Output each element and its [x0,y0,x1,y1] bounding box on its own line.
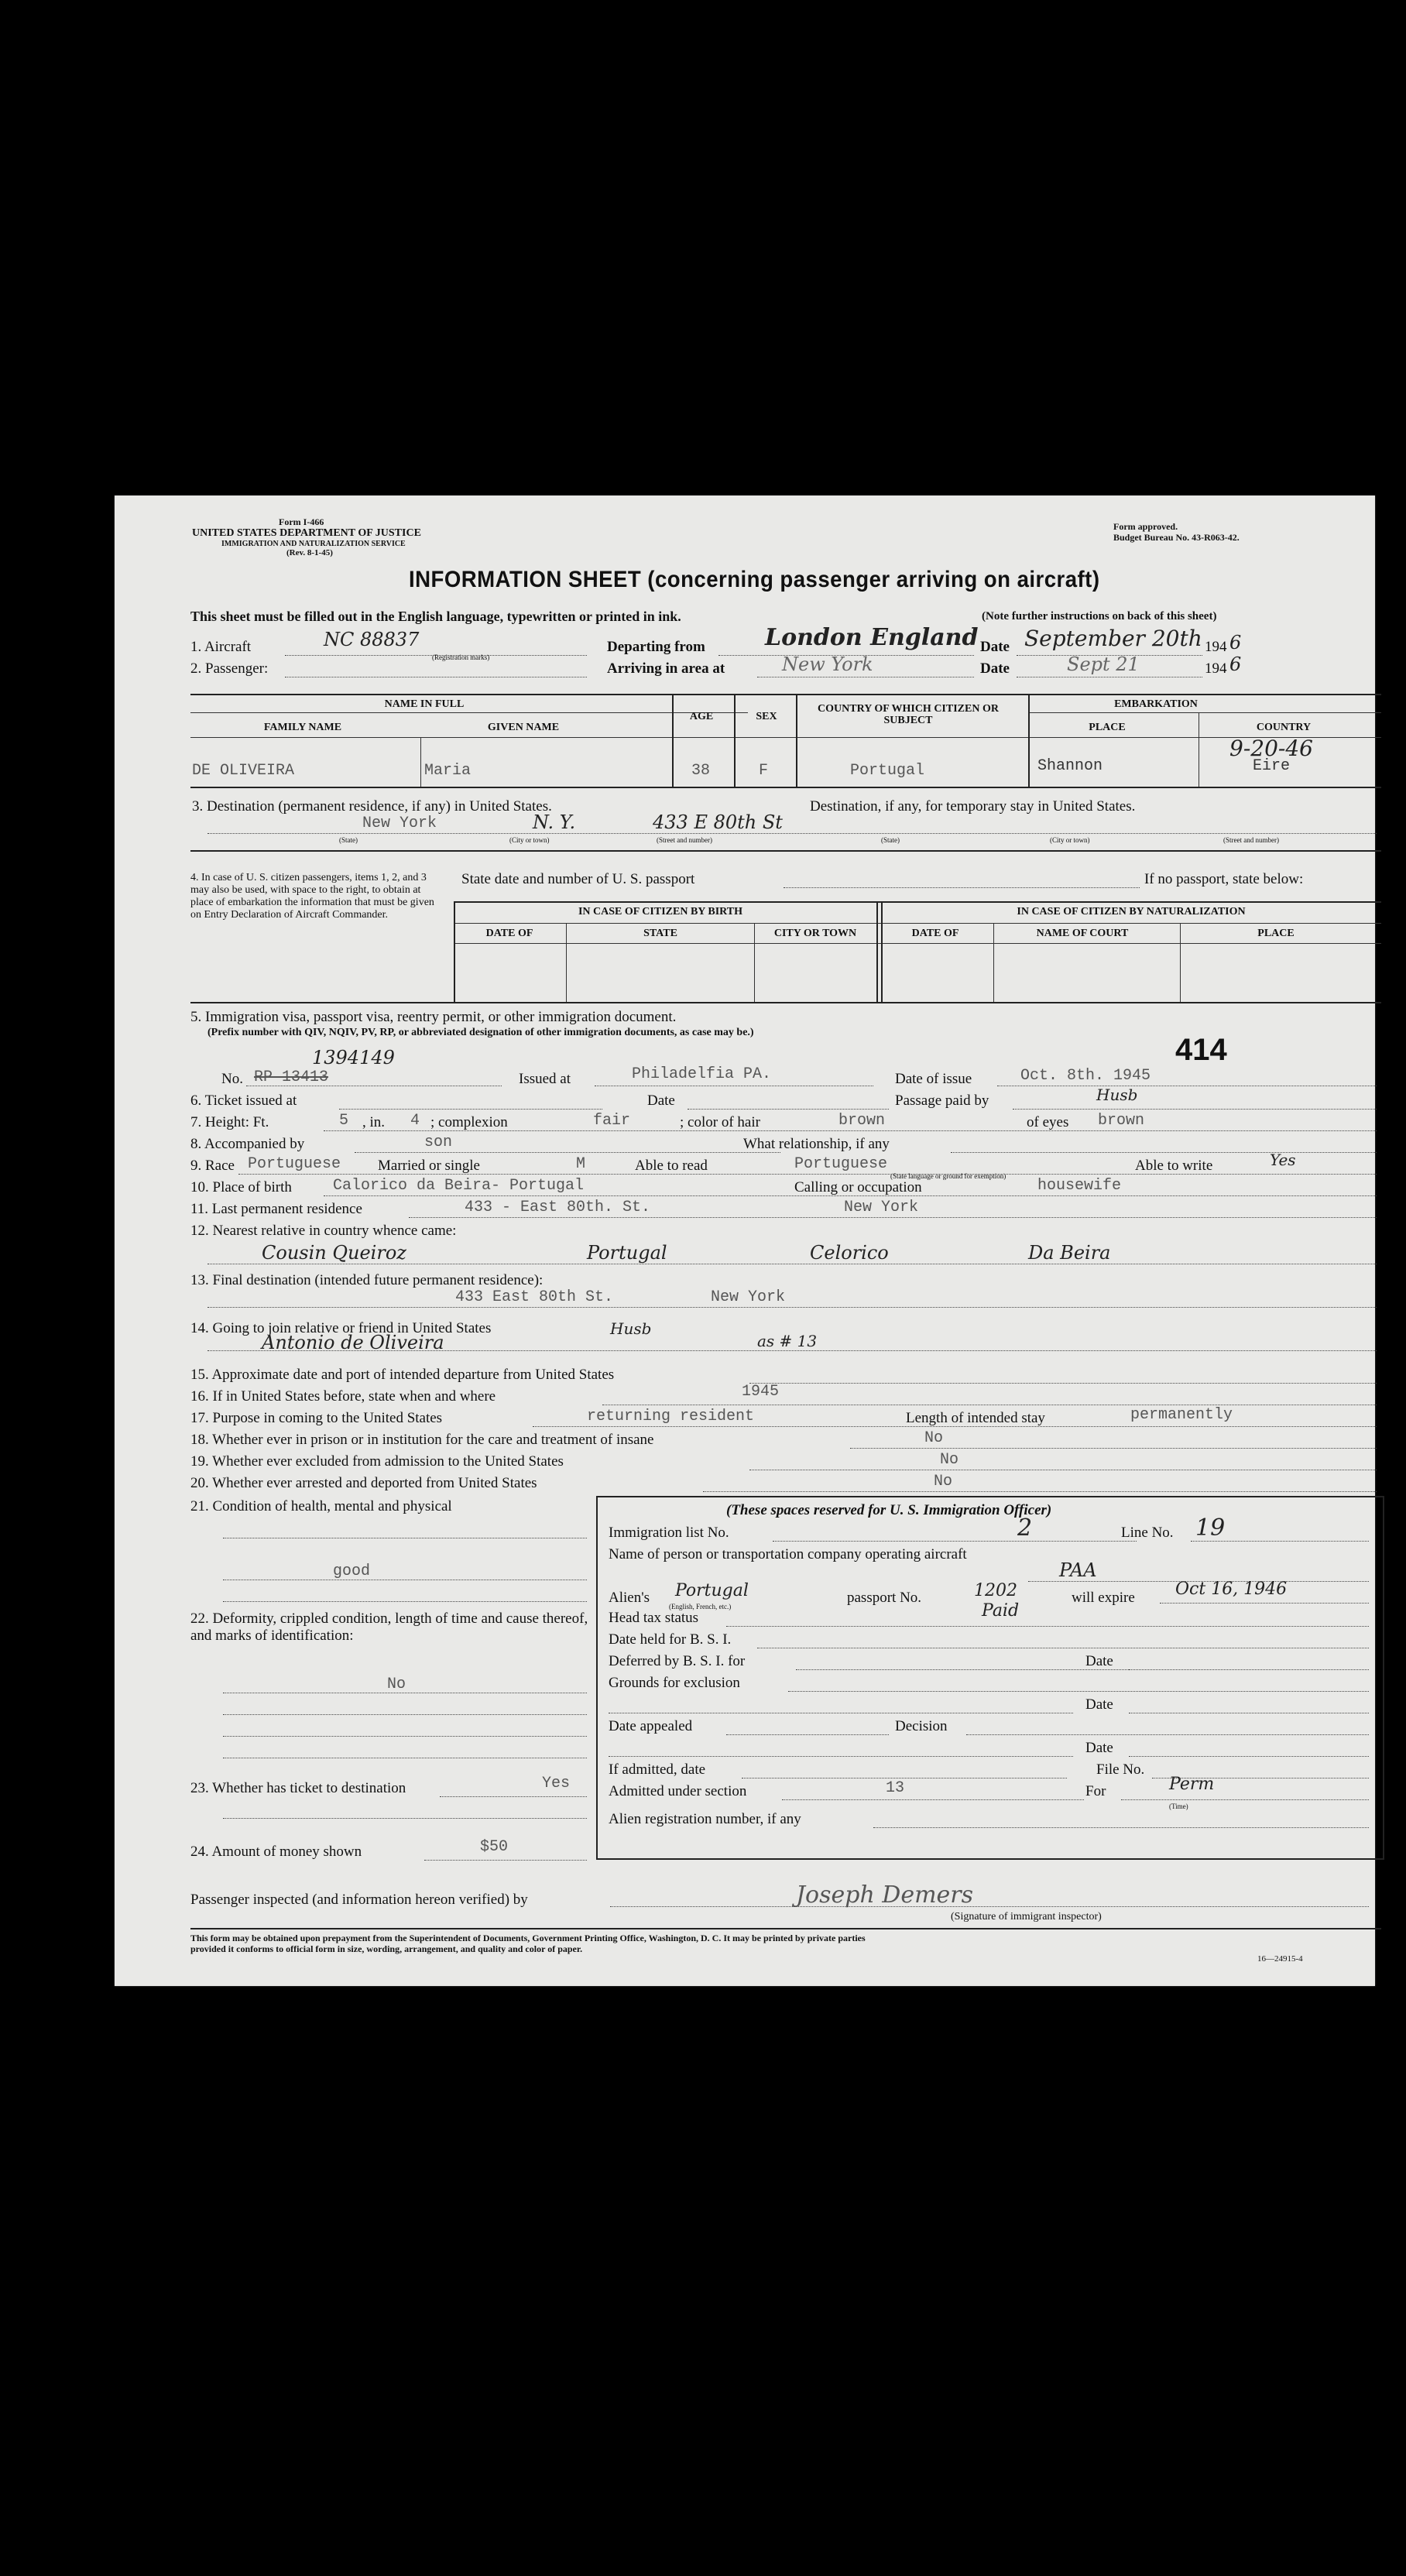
height-feet-value: 5 [339,1112,349,1130]
printing-note-line2: provided it conforms to official form in size, wording, arrangement, and quality and color of paper. [190,1943,583,1954]
able-to-write-value: Yes [1270,1151,1296,1169]
printing-note-line1: This form may be obtained upon prepayment from the Superintendent of Documents, Government Printing Office, Washington, D. C. It may be printed by private parties [190,1933,866,1943]
excluded-label: 19. Whether ever excluded from admission to the United States [190,1453,564,1470]
information-sheet-document [115,496,1375,1986]
decision-label: Decision [895,1718,948,1734]
service-name: IMMIGRATION AND NATURALIZATION SERVICE [221,540,406,548]
issued-at-label: Issued at [519,1071,571,1087]
going-to-join-address: as # 13 [757,1332,818,1350]
going-to-join-relationship: Husb [610,1319,652,1338]
immigration-list-label: Immigration list No. [609,1525,729,1541]
birth-date-header: DATE OF [485,928,533,939]
embarkation-place-value: Shannon [1037,757,1103,775]
alien-nationality-value: Portugal [675,1581,749,1600]
court-name-header: NAME OF COURT [1036,928,1129,939]
passport-number-label: passport No. [847,1590,922,1606]
length-of-stay-value: permanently [1130,1406,1233,1424]
caption-street-2: (Street and number) [1223,836,1279,844]
place-of-birth-label: 10. Place of birth [190,1179,292,1195]
embarkation-date-note: 9-20-46 [1229,736,1313,761]
relationship-label: What relationship, if any [743,1136,890,1152]
embarkation-header: EMBARKATION [1114,698,1198,710]
eye-color-label: of eyes [1027,1114,1069,1130]
sex-header: SEX [756,711,777,722]
departing-year-prefix: 194 [1205,639,1227,655]
length-of-stay-label: Length of intended stay [906,1410,1045,1426]
citizen-by-birth-header: IN CASE OF CITIZEN BY BIRTH [578,906,743,918]
deferred-bsi-label: Deferred by B. S. I. for [609,1653,746,1669]
page-title: INFORMATION SHEET (concerning passenger arriving on aircraft) [409,567,1100,592]
place-header: PLACE [1089,722,1126,733]
accompanied-value: son [424,1134,453,1151]
held-bsi-label: Date held for B. S. I. [609,1631,732,1648]
no-passport-label: If no passport, state below: [1144,871,1304,887]
admission-for-value: Perm [1169,1775,1215,1794]
previous-visit-label: 16. If in United States before, state when and where [190,1388,496,1405]
alien-nationality-caption: (English, French, etc.) [669,1603,732,1610]
occupation-value: housewife [1037,1177,1122,1195]
naturalization-place-header: PLACE [1257,928,1295,939]
arriving-date-value: Sept 21 [1067,653,1140,675]
departing-label: Departing from [607,639,705,655]
operator-value: PAA [1059,1559,1097,1581]
passage-paid-label: Passage paid by [895,1092,989,1109]
head-tax-label: Head tax status [609,1610,699,1626]
departing-date-value: September 20th [1024,626,1202,651]
admission-for-label: For [1085,1783,1106,1799]
alien-registration-label: Alien registration number, if any [609,1811,801,1827]
money-label: 24. Amount of money shown [190,1844,362,1860]
print-code: 16—24915-4 [1257,1954,1303,1964]
instruction-text: This sheet must be filled out in the English language, typewritten or printed in ink. [190,609,681,624]
signature-caption: (Signature of immigrant inspector) [951,1911,1102,1923]
race-label: 9. Race [190,1158,235,1174]
final-destination-city: New York [711,1288,786,1306]
date-of-issue-label: Date of issue [895,1071,972,1087]
nearest-relative-country: Portugal [587,1242,667,1264]
departing-year-digit: 6 [1229,632,1242,653]
file-number-label: File No. [1096,1761,1145,1778]
country-header: COUNTRY [1256,722,1312,733]
document-number-handwritten: 1394149 [312,1047,395,1068]
passage-paid-value: Husb [1096,1086,1138,1104]
final-destination-value: 433 East 80th St. [455,1288,614,1306]
caption-city-2: (City or town) [1050,836,1090,844]
inspected-by-label: Passenger inspected (and information hereon verified) by [190,1892,528,1908]
naturalization-date-header: DATE OF [911,928,959,939]
arriving-year-digit: 6 [1229,653,1242,675]
prison-label: 18. Whether ever in prison or in institution for the care and treatment of insane [190,1432,654,1448]
last-residence-label: 11. Last permanent residence [190,1201,362,1217]
occupation-label: Calling or occupation [794,1179,922,1195]
given-name-value: Maria [424,762,472,780]
excluded-value: No [940,1451,959,1469]
destination-city-value: N. Y. [533,811,576,833]
age-header: AGE [689,711,714,722]
issued-at-value: Philadelfia PA. [632,1065,772,1083]
married-label: Married or single [378,1158,480,1174]
nearest-relative-label: 12. Nearest relative in country whence came: [190,1223,457,1239]
nearest-relative-name: Cousin Queiroz [262,1242,406,1264]
citizen-by-naturalization-header: IN CASE OF CITIZEN BY NATURALIZATION [1017,906,1246,918]
eye-color-value: brown [1098,1112,1145,1130]
complexion-label: ; complexion [430,1114,508,1130]
caption-city: (City or town) [509,836,550,844]
admitted-section-value: 13 [886,1779,905,1797]
deported-value: No [934,1473,953,1490]
family-name-header: FAMILY NAME [263,722,342,733]
document-number-typed: RP 13413 [254,1068,329,1086]
language-caption: (State language or ground for exemption) [890,1172,1006,1180]
temporary-destination-label: Destination, if any, for temporary stay in United States. [810,798,1136,815]
passenger-label: 2. Passenger: [190,660,269,677]
embarkation-country-value: Eire [1253,757,1291,775]
head-tax-value: Paid [982,1601,1020,1621]
nearest-relative-city: Celorico [810,1242,889,1264]
alien-nationality-label: Alien's [609,1590,650,1606]
prison-value: No [924,1429,944,1447]
birth-state-header: STATE [643,928,677,939]
budget-bureau-number: Budget Bureau No. 43-R063-42. [1113,532,1240,543]
able-to-write-label: Able to write [1135,1158,1213,1174]
ticket-destination-value: Yes [542,1775,571,1792]
passport-expire-label: will expire [1072,1590,1135,1606]
back-note: (Note further instructions on back of this sheet) [982,610,1217,623]
aircraft-label: 1. Aircraft [190,639,252,655]
inspector-signature: Joseph Demers [796,1881,974,1909]
deformity-value: No [387,1676,406,1693]
arriving-date-label: Date [980,660,1010,677]
stamp-number: 414 [1175,1033,1227,1067]
hair-color-value: brown [838,1112,886,1130]
complexion-value: fair [593,1112,631,1130]
birth-city-header: CITY OR TOWN [773,928,857,939]
ticket-destination-label: 23. Whether has ticket to destination [190,1780,406,1796]
grounds-exclusion-label: Grounds for exclusion [609,1675,740,1691]
date-appealed-label: Date appealed [609,1718,693,1734]
age-value: 38 [691,762,711,780]
married-value: M [576,1155,586,1173]
ticket-date-label: Date [647,1092,675,1109]
form-number: Form I-466 [279,516,324,527]
deformity-label: 22. Deformity, crippled condition, length of time and cause thereof, and marks of identification: [190,1610,588,1644]
family-name-value: DE OLIVEIRA [192,762,295,780]
able-to-read-value: Portuguese [794,1155,888,1173]
citizen-passenger-note: 4. In case of U. S. citizen passengers, items 1, 2, and 3 may also be used, with space to the right, to obtain at place of embarkation the information that must be given on Entry Declaration of Aircraft Commander. [190,872,434,921]
decision-date-label: Date [1085,1740,1113,1756]
purpose-label: 17. Purpose in coming to the United States [190,1410,443,1426]
health-label: 21. Condition of health, mental and physical [190,1498,452,1514]
registration-marks-caption: (Registration marks) [432,653,490,661]
arriving-year-prefix: 194 [1205,660,1227,677]
able-to-read-label: Able to read [635,1158,708,1174]
ticket-issued-label: 6. Ticket issued at [190,1092,297,1109]
time-caption: (Time) [1169,1803,1188,1810]
caption-state-2: (State) [881,836,900,844]
arriving-label: Arriving in area at [607,660,725,677]
deported-label: 20. Whether ever arrested and deported from United States [190,1475,537,1491]
us-passport-label: State date and number of U. S. passport [461,871,695,887]
given-name-header: GIVEN NAME [487,722,560,733]
aircraft-value: NC 88837 [324,629,420,650]
date-of-issue-value: Oct. 8th. 1945 [1020,1067,1151,1085]
previous-visit-value: 1945 [742,1383,780,1401]
height-inches-value: 4 [410,1112,420,1130]
deferred-date-label: Date [1085,1653,1113,1669]
health-value: good [333,1562,371,1580]
arriving-value: New York [782,653,873,675]
departing-date-label: Date [980,639,1010,655]
purpose-value: returning resident [587,1408,755,1425]
name-in-full-header: NAME IN FULL [384,698,465,710]
destination-state-value: New York [362,815,437,832]
immigration-document-subnote: (Prefix number with QIV, NQIV, PV, RP, or abbreviated designation of other immigration documents, as case may be.) [207,1027,754,1038]
immigration-document-label: 5. Immigration visa, passport visa, reentry permit, or other immigration document. [190,1009,677,1025]
going-to-join-name: Antonio de Oliveira [262,1332,444,1353]
caption-state: (State) [339,836,358,844]
final-destination-label: 13. Final destination (intended future permanent residence): [190,1272,544,1288]
citizenship-header: COUNTRY OF WHICH CITIZEN OR SUBJECT [818,703,999,726]
admitted-date-label: If admitted, date [609,1761,706,1778]
form-approved: Form approved. [1113,521,1178,532]
passport-expire-value: Oct 16, 1946 [1175,1580,1288,1599]
operator-label: Name of person or transportation company operating aircraft [609,1546,967,1562]
department-name: UNITED STATES DEPARTMENT OF JUSTICE [192,527,421,539]
departure-label: 15. Approximate date and port of intended departure from United States [190,1367,615,1383]
destination-street-value: 433 E 80th St [653,811,783,833]
departing-value: London England [765,624,979,651]
officer-box-title: (These spaces reserved for U. S. Immigration Officer) [726,1502,1052,1518]
last-residence-city: New York [844,1199,919,1216]
exclusion-date-label: Date [1085,1696,1113,1713]
race-value: Portuguese [248,1155,341,1173]
height-inches-label: , in. [362,1114,386,1130]
going-to-join-label: 14. Going to join relative or friend in United States [190,1320,492,1336]
money-value: $50 [480,1838,509,1856]
last-residence-value: 433 - East 80th. St. [465,1199,651,1216]
immigration-list-value: 2 [1017,1514,1033,1542]
admitted-section-label: Admitted under section [609,1783,747,1799]
place-of-birth-value: Calorico da Beira- Portugal [333,1177,585,1195]
citizenship-value: Portugal [850,762,925,780]
accompanied-label: 8. Accompanied by [190,1136,305,1152]
revision-date: (Rev. 8-1-45) [286,548,333,557]
destination-label: 3. Destination (permanent residence, if any) in United States. [192,798,552,815]
passport-number-value: 1202 [974,1581,1017,1600]
sex-value: F [759,762,769,780]
caption-street: (Street and number) [657,836,712,844]
line-number-label: Line No. [1121,1525,1174,1541]
height-label: 7. Height: Ft. [190,1114,269,1130]
hair-color-label: ; color of hair [680,1114,760,1130]
line-number-value: 19 [1195,1514,1226,1542]
document-number-label: No. [221,1071,243,1087]
nearest-relative-street: Da Beira [1028,1242,1111,1264]
